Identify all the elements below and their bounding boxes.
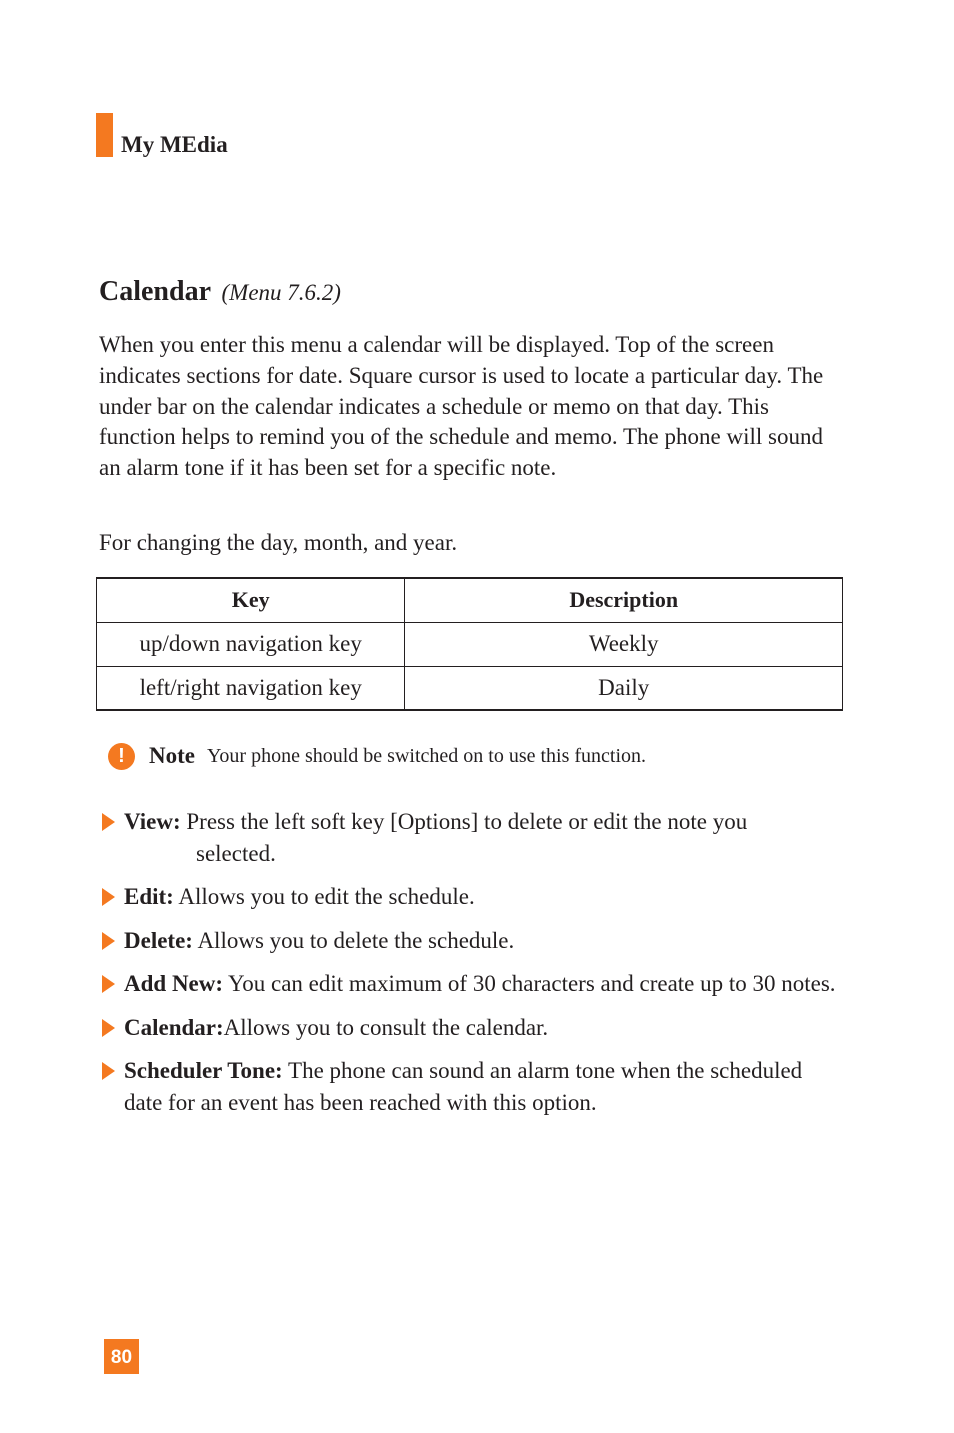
page-heading (99, 274, 341, 311)
header-key: Key (97, 578, 405, 622)
list-item (102, 1012, 837, 1044)
option-term: Calendar: (124, 1014, 224, 1040)
key-table (96, 577, 843, 711)
header-description: Description (405, 578, 843, 622)
triangle-bullet-icon (102, 813, 115, 831)
table-cell-description: Daily (405, 666, 843, 710)
note-text: Your phone should be switched on to use this function. (206, 744, 647, 767)
option-term: Delete: (124, 927, 193, 953)
table-row (97, 622, 843, 666)
list-item (102, 968, 837, 1000)
table-cell-key: left/right navigation key (97, 666, 405, 710)
option-term: Scheduler Tone: (124, 1058, 283, 1083)
option-continuation: selected. (196, 840, 276, 866)
option-term: Add New: (124, 971, 224, 996)
option-text: You can edit maximum of 30 characters and create up to 30 notes. (227, 971, 836, 996)
triangle-bullet-icon (102, 932, 115, 950)
changing-paragraph: For changing the day, month, and year. (99, 530, 458, 555)
heading-title: Calendar (99, 276, 211, 307)
table-header-row (97, 578, 843, 622)
intro-paragraph: When you enter this menu a calendar will be displayed. Top of the screen indicates sections for date. Square cursor is used to locate a particular day. The under bar on the calendar indicates a schedule or memo on that day. This function helps to remind you of the schedule and memo. The phone will sound an alarm tone if it has been set for a specific note. (99, 332, 824, 481)
option-text: Press the left soft key [Options] to delete or edit the note you (186, 809, 748, 834)
option-text: The phone can sound an alarm tone when the scheduled date for an event has been reached with this option. (124, 1058, 803, 1115)
note-label: Note (149, 743, 195, 768)
triangle-bullet-icon (102, 888, 115, 906)
section-marker-bar (96, 113, 113, 157)
option-text: Allows you to edit the schedule. (178, 884, 475, 909)
triangle-bullet-icon (102, 1019, 115, 1037)
exclamation-icon: ! (108, 743, 135, 770)
triangle-bullet-icon (102, 1062, 115, 1080)
triangle-bullet-icon (102, 975, 115, 993)
options-list (102, 806, 837, 1130)
page-number: 80 (104, 1339, 139, 1374)
table-cell-key: up/down navigation key (97, 622, 405, 666)
list-item (102, 1055, 837, 1118)
option-text: Allows you to delete the schedule. (197, 927, 515, 953)
list-item (102, 881, 837, 913)
list-item (102, 806, 837, 869)
table-row (97, 666, 843, 710)
table-cell-description: Weekly (405, 622, 843, 666)
menu-reference: (Menu 7.6.2) (221, 280, 341, 305)
list-item (102, 925, 837, 957)
option-text: Allows you to consult the calendar. (223, 1014, 549, 1040)
option-term: Edit: (124, 884, 174, 909)
option-term: View: (124, 809, 181, 834)
section-title: My MEdia (121, 132, 228, 157)
note-block (108, 738, 646, 774)
